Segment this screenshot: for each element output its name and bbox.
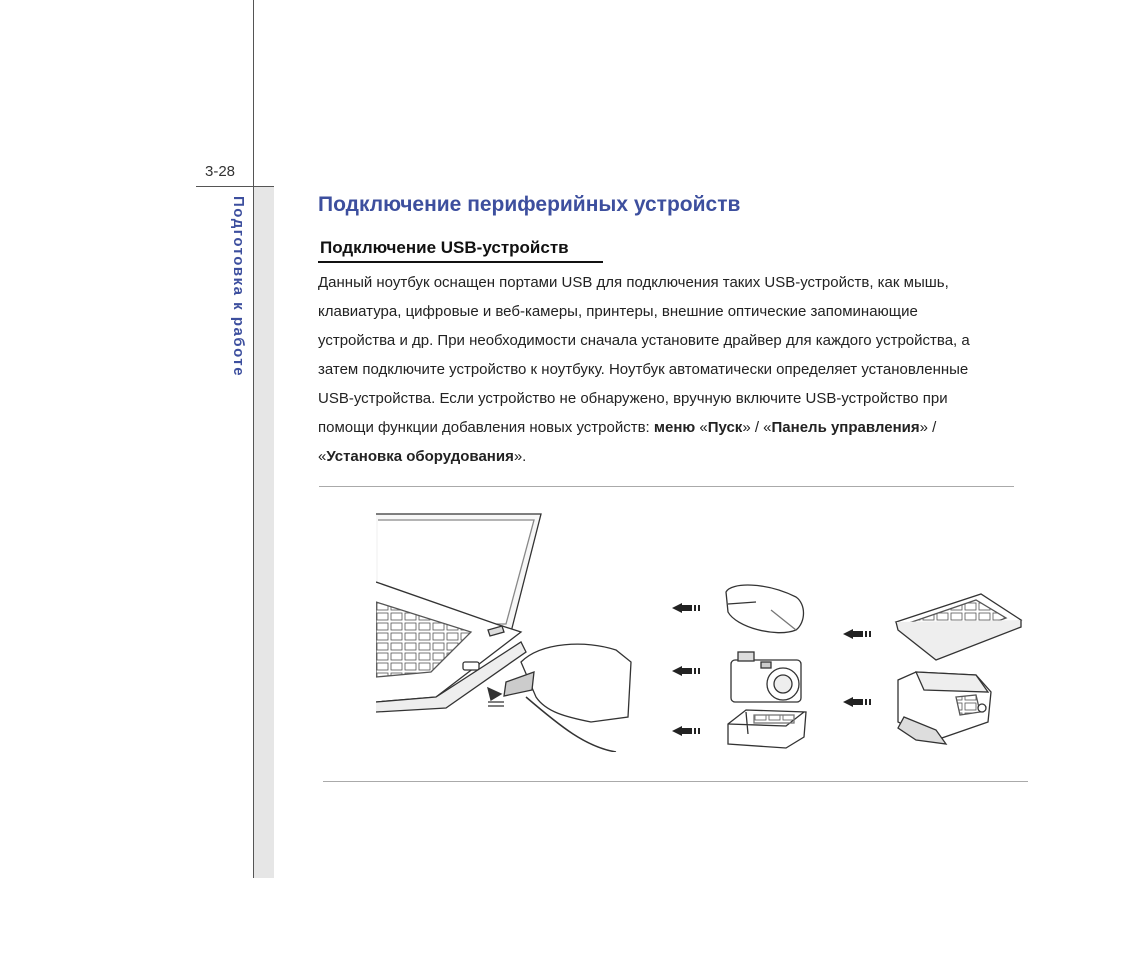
start-menu-label: Пуск	[707, 419, 743, 436]
body-text-span: » / «	[742, 419, 772, 436]
separator-bottom	[323, 781, 1028, 782]
body-line: затем подключите устройство к ноутбуку. Ноутбук автоматически определяет установленные	[318, 361, 969, 378]
control-panel-label: Панель управления	[771, 419, 920, 436]
body-line: клавиатура, цифровые и веб-камеры, принтеры, внешние оптические запоминающие	[318, 303, 918, 320]
body-text-span: «	[318, 448, 327, 465]
body-line: Данный ноутбук оснащен портами USB для подключения таких USB-устройств, как мышь,	[318, 274, 949, 291]
body-text-span: «	[695, 419, 708, 436]
body-text-span: » /	[919, 419, 937, 436]
subsection-underline	[318, 261, 603, 263]
section-title: Подключение периферийных устройств	[318, 193, 741, 216]
side-tab-band	[254, 187, 274, 878]
printer-icon	[898, 672, 991, 744]
body-line	[318, 442, 1028, 471]
menu-label: меню	[653, 419, 696, 436]
keyboard-icon	[896, 594, 1021, 660]
optical-drive-icon	[728, 710, 806, 748]
side-tab-label: Подготовка к работе	[230, 196, 247, 378]
usb-connection-illustration	[376, 512, 1026, 752]
body-line: USB-устройства. Если устройство не обнаружено, вручную включите USB-устройство при	[318, 390, 948, 407]
subsection-title: Подключение USB-устройств	[320, 238, 569, 257]
body-line	[318, 413, 1028, 442]
camera-icon	[731, 652, 801, 702]
body-text-span: ».	[513, 448, 527, 465]
mouse-icon	[726, 585, 804, 633]
page-number: 3-28	[205, 163, 236, 180]
body-text-span: помощи функции добавления новых устройств:	[318, 419, 654, 436]
body-paragraph	[318, 268, 1028, 471]
separator-top	[319, 486, 1014, 487]
add-hardware-label: Установка оборудования	[326, 448, 514, 465]
body-line: устройства и др. При необходимости сначала установите драйвер для каждого устройства, а	[318, 332, 970, 349]
